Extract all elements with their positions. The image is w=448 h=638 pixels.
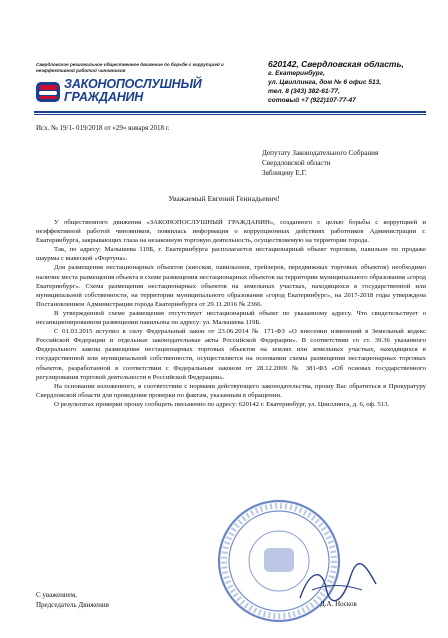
paragraph: С 01.03.2015 вступил в силу Федеральный закон от 23.06.2014 № 171-ФЗ «О внесении изменений в Земельный кодекс Российской Федерации и отдельные законодательные акты Российской Федерации». В соответствии со ст. 39.36 указанного Федерального закона размещение нестационарных торговых объектов на землях или земельных участках, находящихся в государственной или муниципальной собственности, осуществляется на основании схемы размещения нестационарных торговых объектов, разработанной в соответствии с Федеральным законом от 28.12.2009 № 381-ФЗ «Об основах государственного регулирования торговой деятельности в Российской Федерации».: [36, 328, 426, 381]
paragraph: На основании изложенного, в соответствии с нормами действующего законодательства, прошу Вас обратиться в Прокуратуру Свердловской области для проведения проверки по фактам, указанным в обращении.: [36, 382, 426, 399]
letter-body: [36, 218, 426, 409]
address-phone: тел. 8 (343) 382-61-77,: [268, 88, 340, 95]
signature-block: [36, 590, 109, 610]
outgoing-number: Исх. № 19/1- 019/2018 от «29» января 2018 г.: [36, 124, 170, 132]
brand-line-2: ГРАЖДАНИН: [64, 90, 144, 104]
closing-text: С уважением,: [36, 591, 77, 599]
org-caption: Свердловское региональное общественное движение по борьбе с коррупцией и неэффективной работой чиновников: [36, 62, 224, 73]
recipient-line-3: Зяблицеву Е.Г.: [262, 169, 307, 177]
paragraph: Так, по адресу: Малышева 119Б, г. Екатеринбурга располагается нестационарный объект торговли, павильон по продаже шаурмы с вывеской «Фортуна».: [36, 246, 426, 263]
address-line-1: 620142, Свердловская область,: [268, 59, 404, 69]
paragraph: У общественного движения «ЗАКОНОПОСЛУШНЫЙ ГРАЖДАНИН», созданного с целью борьбы с коррупцией и неэффективной работой чиновников, появилась информация о коррупционных действиях работников Администрации г. Екатеринбурга, закрывающих глаза на незаконную торговую деятельность, осуществляемую на территории города.: [36, 219, 426, 245]
salutation: Уважаемый Евгений Геннадьевич!: [168, 194, 280, 203]
address-line-3: ул. Цвиллинга, дом № 6 офис 513,: [268, 79, 382, 86]
fist-logo-icon: [34, 78, 62, 106]
signer-position: Председатель Движения: [36, 601, 109, 609]
paragraph: В утвержденной схеме размещения отсутствует нестационарный объект по указанному адресу. Что свидетельствует о несанкционированном размещении павильона по адресу: ул. Малышева 119Б.: [36, 309, 426, 327]
header-rule-thin: [34, 114, 426, 115]
recipient-line-2: Свердловской области: [262, 159, 331, 167]
address-line-2: г. Екатеринбург,: [268, 70, 325, 77]
paragraph: Для размещения нестационарных объектов (киосков, павильонов, трейлеров, передвижных торговых объектов) необходимо наличие места размещения объекта в схеме размещения нестационарных объектов на территории муниципального образования «город Екатеринбург». Схема размещения нестационарных объектов на земельных участках, находящихся в государственной или муниципальной собственности, на территории муниципального образования «город Екатеринбург», на 2017-2018 годы утверждена Постановлением Администрации города Екатеринбурга от 29.11.2016 № 2366.: [36, 264, 426, 308]
address-mobile: сотовый +7 (922)107-77-47: [268, 97, 356, 104]
org-address: [268, 60, 438, 105]
header-rule: [34, 111, 426, 113]
recipient-line-1: Депутату Законодательного Собрания: [262, 149, 379, 157]
recipient-block: [262, 148, 437, 178]
paragraph: О результатах проверки прошу сообщить письменно по адресу: 620142 г. Екатеринбург, ул. Цвиллинга, д. 6, оф. 513.: [54, 400, 390, 408]
brand-line-1: ЗАКОНОПОСЛУШНЫЙ: [64, 77, 202, 91]
signer-name: Д.А. Носков: [320, 600, 357, 608]
brand-name: [64, 78, 244, 104]
